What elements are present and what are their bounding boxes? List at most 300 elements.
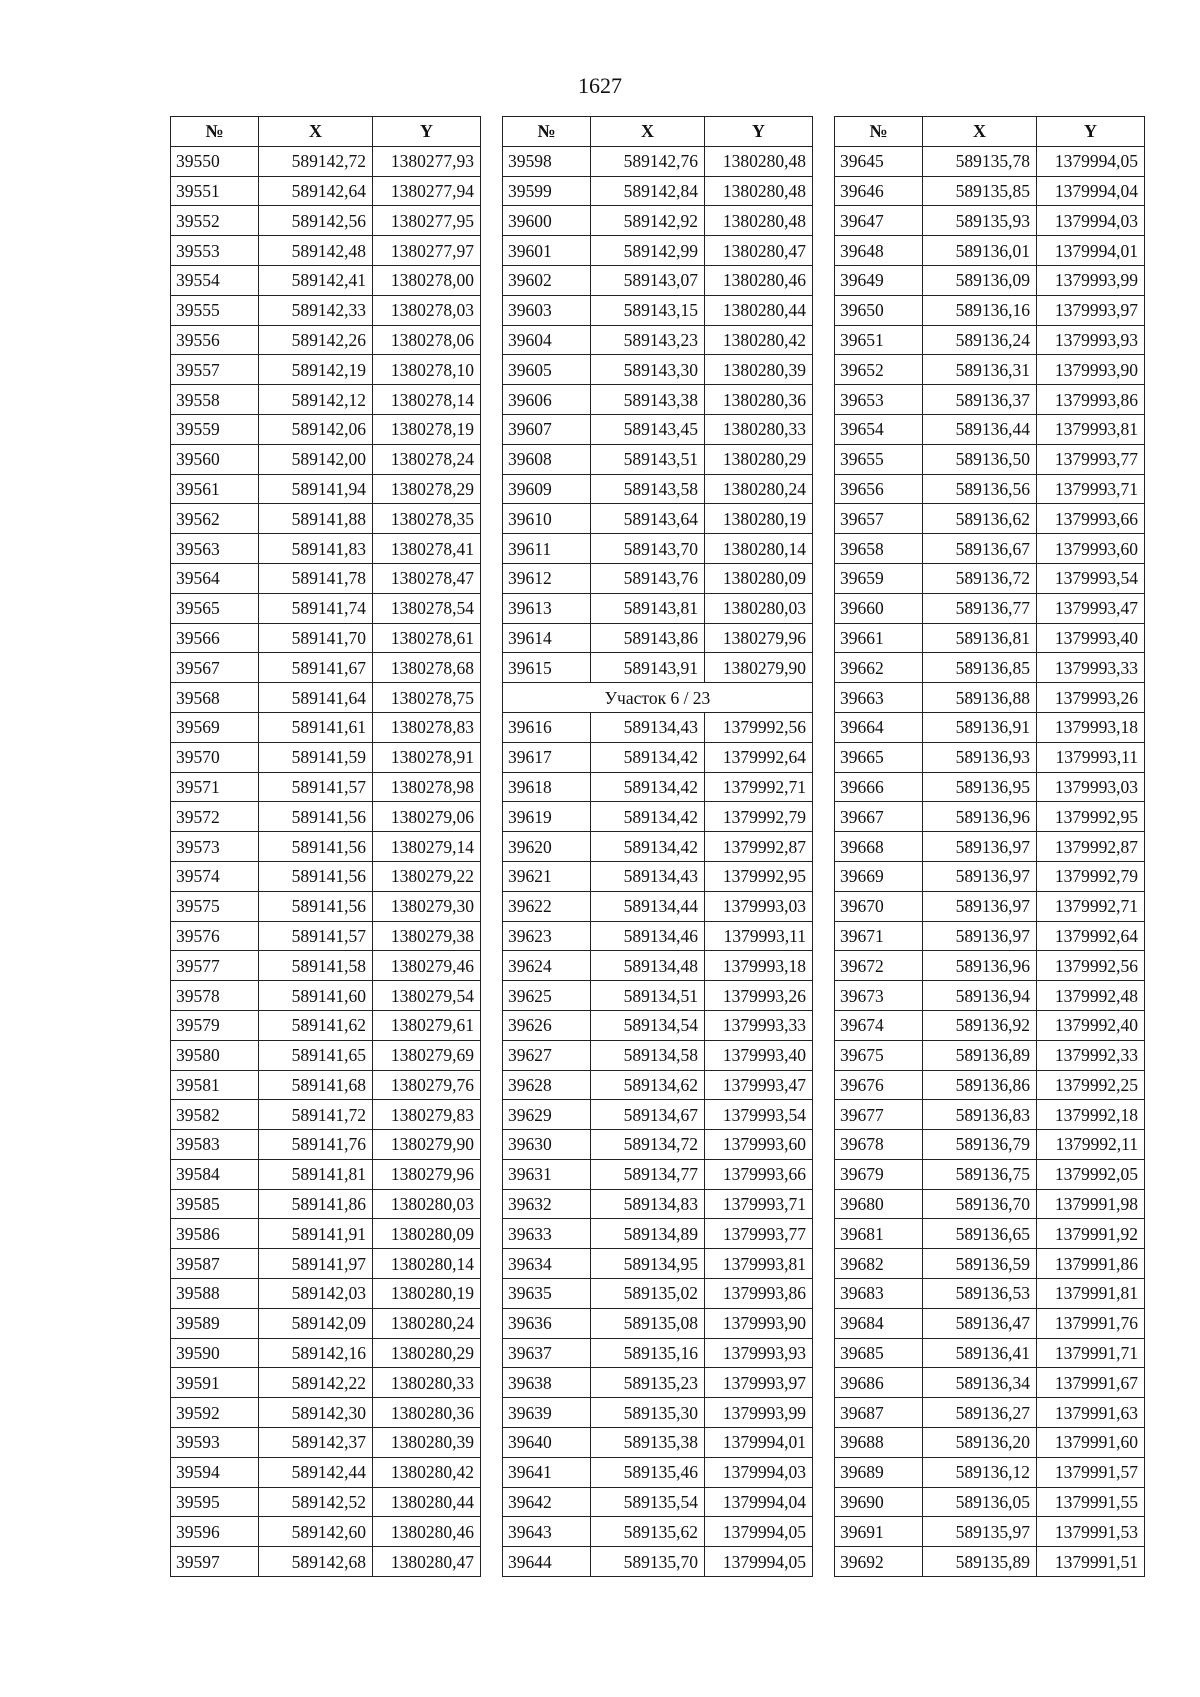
table-row — [835, 712, 1145, 742]
y-coordinate-cell: 1379993,03 — [1037, 772, 1145, 802]
point-number-cell: 39616 — [503, 712, 591, 742]
x-coordinate-cell: 589143,23 — [591, 325, 705, 355]
table-row — [835, 1100, 1145, 1130]
y-coordinate-cell: 1379993,40 — [705, 1040, 813, 1070]
x-coordinate-cell: 589142,16 — [259, 1338, 373, 1368]
table-row — [503, 742, 813, 772]
x-coordinate-cell: 589136,97 — [923, 921, 1037, 951]
point-number-cell: 39691 — [835, 1517, 923, 1547]
table-row — [835, 891, 1145, 921]
point-number-cell: 39607 — [503, 414, 591, 444]
table-row — [171, 1040, 481, 1070]
y-coordinate-cell: 1380280,48 — [705, 206, 813, 236]
point-number-cell: 39681 — [835, 1219, 923, 1249]
table-row — [503, 1219, 813, 1249]
header-y: Y — [1037, 117, 1145, 147]
x-coordinate-cell: 589136,93 — [923, 742, 1037, 772]
x-coordinate-cell: 589142,00 — [259, 444, 373, 474]
x-coordinate-cell: 589142,06 — [259, 414, 373, 444]
x-coordinate-cell: 589142,26 — [259, 325, 373, 355]
table-row — [171, 1368, 481, 1398]
y-coordinate-cell: 1379991,71 — [1037, 1338, 1145, 1368]
table-row — [835, 683, 1145, 713]
y-coordinate-cell: 1379993,93 — [705, 1338, 813, 1368]
y-coordinate-cell: 1380280,47 — [373, 1547, 481, 1577]
table-row — [171, 1457, 481, 1487]
y-coordinate-cell: 1380277,97 — [373, 236, 481, 266]
point-number-cell: 39602 — [503, 265, 591, 295]
table-row — [171, 1308, 481, 1338]
y-coordinate-cell: 1379994,04 — [1037, 176, 1145, 206]
table-row — [835, 1487, 1145, 1517]
x-coordinate-cell: 589141,91 — [259, 1219, 373, 1249]
header-number: № — [503, 117, 591, 147]
header-x: X — [923, 117, 1037, 147]
y-coordinate-cell: 1380279,46 — [373, 951, 481, 981]
y-coordinate-cell: 1379992,11 — [1037, 1130, 1145, 1160]
point-number-cell: 39618 — [503, 772, 591, 802]
x-coordinate-cell: 589136,44 — [923, 414, 1037, 444]
page-number: 1627 — [578, 73, 622, 98]
point-number-cell: 39669 — [835, 861, 923, 891]
y-coordinate-cell: 1380278,24 — [373, 444, 481, 474]
point-number-cell: 39678 — [835, 1130, 923, 1160]
point-number-cell: 39649 — [835, 265, 923, 295]
table-row — [503, 295, 813, 325]
table-row — [171, 802, 481, 832]
table-row — [503, 176, 813, 206]
y-coordinate-cell: 1379992,56 — [1037, 951, 1145, 981]
y-coordinate-cell: 1379993,54 — [1037, 563, 1145, 593]
table-row — [503, 1010, 813, 1040]
point-number-cell: 39648 — [835, 236, 923, 266]
table-row — [503, 1070, 813, 1100]
x-coordinate-cell: 589136,89 — [923, 1040, 1037, 1070]
table-row — [835, 295, 1145, 325]
table-row — [503, 563, 813, 593]
y-coordinate-cell: 1379994,01 — [1037, 236, 1145, 266]
point-number-cell: 39639 — [503, 1398, 591, 1428]
point-number-cell: 39551 — [171, 176, 259, 206]
table-row — [503, 1547, 813, 1577]
table-row — [835, 1159, 1145, 1189]
y-coordinate-cell: 1379993,11 — [1037, 742, 1145, 772]
point-number-cell: 39610 — [503, 504, 591, 534]
x-coordinate-cell: 589141,65 — [259, 1040, 373, 1070]
point-number-cell: 39565 — [171, 593, 259, 623]
x-coordinate-cell: 589136,72 — [923, 563, 1037, 593]
x-coordinate-cell: 589136,79 — [923, 1130, 1037, 1160]
y-coordinate-cell: 1380280,48 — [705, 176, 813, 206]
y-coordinate-cell: 1380280,19 — [705, 504, 813, 534]
point-number-cell: 39612 — [503, 563, 591, 593]
x-coordinate-cell: 589143,58 — [591, 474, 705, 504]
x-coordinate-cell: 589134,42 — [591, 832, 705, 862]
point-number-cell: 39560 — [171, 444, 259, 474]
point-number-cell: 39583 — [171, 1130, 259, 1160]
y-coordinate-cell: 1379993,81 — [705, 1249, 813, 1279]
x-coordinate-cell: 589135,08 — [591, 1308, 705, 1338]
y-coordinate-cell: 1379993,77 — [1037, 444, 1145, 474]
x-coordinate-cell: 589142,33 — [259, 295, 373, 325]
table-row — [835, 1130, 1145, 1160]
point-number-cell: 39675 — [835, 1040, 923, 1070]
x-coordinate-cell: 589142,22 — [259, 1368, 373, 1398]
x-coordinate-cell: 589141,81 — [259, 1159, 373, 1189]
x-coordinate-cell: 589143,30 — [591, 355, 705, 385]
point-number-cell: 39608 — [503, 444, 591, 474]
x-coordinate-cell: 589136,97 — [923, 832, 1037, 862]
table-row — [171, 1249, 481, 1279]
x-coordinate-cell: 589143,07 — [591, 265, 705, 295]
y-coordinate-cell: 1379992,64 — [1037, 921, 1145, 951]
y-coordinate-cell: 1380277,94 — [373, 176, 481, 206]
y-coordinate-cell: 1379993,97 — [1037, 295, 1145, 325]
table-row — [171, 1487, 481, 1517]
table-row — [835, 951, 1145, 981]
point-number-cell: 39601 — [503, 236, 591, 266]
table-row — [171, 623, 481, 653]
table-row — [835, 176, 1145, 206]
coordinates-table-2 — [502, 116, 813, 1577]
table-row — [503, 1457, 813, 1487]
y-coordinate-cell: 1379991,57 — [1037, 1457, 1145, 1487]
table-row — [503, 1189, 813, 1219]
table-row — [503, 1487, 813, 1517]
point-number-cell: 39637 — [503, 1338, 591, 1368]
point-number-cell: 39580 — [171, 1040, 259, 1070]
point-number-cell: 39588 — [171, 1279, 259, 1309]
x-coordinate-cell: 589142,44 — [259, 1457, 373, 1487]
y-coordinate-cell: 1379993,03 — [705, 891, 813, 921]
point-number-cell: 39599 — [503, 176, 591, 206]
point-number-cell: 39692 — [835, 1547, 923, 1577]
table-row — [171, 593, 481, 623]
y-coordinate-cell: 1379994,05 — [705, 1517, 813, 1547]
point-number-cell: 39575 — [171, 891, 259, 921]
point-number-cell: 39566 — [171, 623, 259, 653]
point-number-cell: 39559 — [171, 414, 259, 444]
table-row — [503, 1517, 813, 1547]
point-number-cell: 39677 — [835, 1100, 923, 1130]
y-coordinate-cell: 1379994,05 — [1037, 146, 1145, 176]
y-coordinate-cell: 1380278,61 — [373, 623, 481, 653]
table-row — [835, 1368, 1145, 1398]
table-row — [835, 414, 1145, 444]
y-coordinate-cell: 1380280,47 — [705, 236, 813, 266]
y-coordinate-cell: 1379991,63 — [1037, 1398, 1145, 1428]
point-number-cell: 39574 — [171, 861, 259, 891]
x-coordinate-cell: 589134,83 — [591, 1189, 705, 1219]
x-coordinate-cell: 589136,20 — [923, 1428, 1037, 1458]
x-coordinate-cell: 589134,51 — [591, 981, 705, 1011]
table-row — [835, 1338, 1145, 1368]
x-coordinate-cell: 589136,37 — [923, 385, 1037, 415]
y-coordinate-cell: 1380280,03 — [705, 593, 813, 623]
point-number-cell: 39647 — [835, 206, 923, 236]
y-coordinate-cell: 1380279,96 — [705, 623, 813, 653]
table-row — [835, 1249, 1145, 1279]
point-number-cell: 39672 — [835, 951, 923, 981]
point-number-cell: 39597 — [171, 1547, 259, 1577]
x-coordinate-cell: 589136,34 — [923, 1368, 1037, 1398]
x-coordinate-cell: 589136,67 — [923, 534, 1037, 564]
table-row — [835, 265, 1145, 295]
x-coordinate-cell: 589136,91 — [923, 712, 1037, 742]
table-row — [835, 1547, 1145, 1577]
y-coordinate-cell: 1380278,06 — [373, 325, 481, 355]
table-row — [503, 146, 813, 176]
point-number-cell: 39598 — [503, 146, 591, 176]
x-coordinate-cell: 589135,78 — [923, 146, 1037, 176]
y-coordinate-cell: 1380279,69 — [373, 1040, 481, 1070]
point-number-cell: 39629 — [503, 1100, 591, 1130]
x-coordinate-cell: 589134,89 — [591, 1219, 705, 1249]
y-coordinate-cell: 1380280,24 — [705, 474, 813, 504]
table-row — [171, 206, 481, 236]
x-coordinate-cell: 589134,43 — [591, 861, 705, 891]
x-coordinate-cell: 589143,86 — [591, 623, 705, 653]
y-coordinate-cell: 1379992,05 — [1037, 1159, 1145, 1189]
table-row — [171, 1398, 481, 1428]
table-row — [503, 385, 813, 415]
point-number-cell: 39584 — [171, 1159, 259, 1189]
y-coordinate-cell: 1380280,46 — [705, 265, 813, 295]
table-row — [835, 1040, 1145, 1070]
x-coordinate-cell: 589136,97 — [923, 861, 1037, 891]
x-coordinate-cell: 589141,78 — [259, 563, 373, 593]
point-number-cell: 39562 — [171, 504, 259, 534]
y-coordinate-cell: 1379993,18 — [705, 951, 813, 981]
table-row — [503, 1040, 813, 1070]
x-coordinate-cell: 589134,77 — [591, 1159, 705, 1189]
y-coordinate-cell: 1380278,03 — [373, 295, 481, 325]
point-number-cell: 39573 — [171, 832, 259, 862]
point-number-cell: 39592 — [171, 1398, 259, 1428]
table-row — [171, 1010, 481, 1040]
point-number-cell: 39632 — [503, 1189, 591, 1219]
table-row — [835, 444, 1145, 474]
y-coordinate-cell: 1380280,29 — [705, 444, 813, 474]
point-number-cell: 39623 — [503, 921, 591, 951]
table-row — [503, 832, 813, 862]
header-number: № — [835, 117, 923, 147]
point-number-cell: 39653 — [835, 385, 923, 415]
table-row — [171, 951, 481, 981]
y-coordinate-cell: 1379994,03 — [1037, 206, 1145, 236]
table-row — [171, 414, 481, 444]
table-row — [835, 1070, 1145, 1100]
x-coordinate-cell: 589142,92 — [591, 206, 705, 236]
x-coordinate-cell: 589134,42 — [591, 772, 705, 802]
point-number-cell: 39655 — [835, 444, 923, 474]
y-coordinate-cell: 1380279,30 — [373, 891, 481, 921]
point-number-cell: 39674 — [835, 1010, 923, 1040]
y-coordinate-cell: 1379993,90 — [1037, 355, 1145, 385]
table-row — [503, 861, 813, 891]
y-coordinate-cell: 1379993,86 — [705, 1279, 813, 1309]
y-coordinate-cell: 1380280,09 — [705, 563, 813, 593]
point-number-cell: 39644 — [503, 1547, 591, 1577]
x-coordinate-cell: 589142,12 — [259, 385, 373, 415]
table-row — [503, 921, 813, 951]
point-number-cell: 39621 — [503, 861, 591, 891]
point-number-cell: 39591 — [171, 1368, 259, 1398]
header-x: X — [259, 117, 373, 147]
table-row — [835, 742, 1145, 772]
table-row — [171, 504, 481, 534]
x-coordinate-cell: 589141,70 — [259, 623, 373, 653]
point-number-cell: 39594 — [171, 1457, 259, 1487]
x-coordinate-cell: 589141,56 — [259, 832, 373, 862]
table-row — [503, 772, 813, 802]
point-number-cell: 39614 — [503, 623, 591, 653]
y-coordinate-cell: 1380277,93 — [373, 146, 481, 176]
y-coordinate-cell: 1379992,71 — [705, 772, 813, 802]
point-number-cell: 39633 — [503, 1219, 591, 1249]
x-coordinate-cell: 589142,56 — [259, 206, 373, 236]
point-number-cell: 39656 — [835, 474, 923, 504]
table-row — [503, 1100, 813, 1130]
table-row — [835, 921, 1145, 951]
x-coordinate-cell: 589135,54 — [591, 1487, 705, 1517]
y-coordinate-cell: 1379993,54 — [705, 1100, 813, 1130]
table-row — [835, 1279, 1145, 1309]
y-coordinate-cell: 1379992,64 — [705, 742, 813, 772]
point-number-cell: 39577 — [171, 951, 259, 981]
x-coordinate-cell: 589136,16 — [923, 295, 1037, 325]
point-number-cell: 39553 — [171, 236, 259, 266]
table-row — [171, 1219, 481, 1249]
y-coordinate-cell: 1380278,00 — [373, 265, 481, 295]
x-coordinate-cell: 589136,24 — [923, 325, 1037, 355]
x-coordinate-cell: 589141,83 — [259, 534, 373, 564]
y-coordinate-cell: 1380280,33 — [705, 414, 813, 444]
y-coordinate-cell: 1379993,11 — [705, 921, 813, 951]
table-row — [171, 1547, 481, 1577]
x-coordinate-cell: 589141,58 — [259, 951, 373, 981]
y-coordinate-cell: 1380280,48 — [705, 146, 813, 176]
point-number-cell: 39571 — [171, 772, 259, 802]
x-coordinate-cell: 589143,70 — [591, 534, 705, 564]
x-coordinate-cell: 589134,44 — [591, 891, 705, 921]
table-row — [171, 742, 481, 772]
x-coordinate-cell: 589136,77 — [923, 593, 1037, 623]
y-coordinate-cell: 1380280,42 — [705, 325, 813, 355]
table-row — [835, 802, 1145, 832]
x-coordinate-cell: 589136,56 — [923, 474, 1037, 504]
y-coordinate-cell: 1380278,68 — [373, 653, 481, 683]
table-row — [503, 593, 813, 623]
table-row — [171, 1130, 481, 1160]
table-row — [503, 1279, 813, 1309]
y-coordinate-cell: 1379993,60 — [1037, 534, 1145, 564]
y-coordinate-cell: 1380278,91 — [373, 742, 481, 772]
x-coordinate-cell: 589135,93 — [923, 206, 1037, 236]
point-number-cell: 39688 — [835, 1428, 923, 1458]
table-row — [835, 355, 1145, 385]
point-number-cell: 39615 — [503, 653, 591, 683]
y-coordinate-cell: 1380279,90 — [373, 1130, 481, 1160]
y-coordinate-cell: 1379993,71 — [1037, 474, 1145, 504]
table-row — [171, 683, 481, 713]
table-header-row — [503, 117, 813, 147]
y-coordinate-cell: 1379992,56 — [705, 712, 813, 742]
table-row — [171, 534, 481, 564]
point-number-cell: 39651 — [835, 325, 923, 355]
x-coordinate-cell: 589134,43 — [591, 712, 705, 742]
point-number-cell: 39630 — [503, 1130, 591, 1160]
x-coordinate-cell: 589134,42 — [591, 742, 705, 772]
point-number-cell: 39658 — [835, 534, 923, 564]
y-coordinate-cell: 1380278,83 — [373, 712, 481, 742]
table-row — [503, 712, 813, 742]
x-coordinate-cell: 589136,09 — [923, 265, 1037, 295]
point-number-cell: 39642 — [503, 1487, 591, 1517]
x-coordinate-cell: 589136,96 — [923, 802, 1037, 832]
point-number-cell: 39657 — [835, 504, 923, 534]
table-row — [835, 534, 1145, 564]
table-row — [503, 1428, 813, 1458]
y-coordinate-cell: 1379993,99 — [1037, 265, 1145, 295]
y-coordinate-cell: 1380279,96 — [373, 1159, 481, 1189]
table-row — [171, 772, 481, 802]
y-coordinate-cell: 1379991,98 — [1037, 1189, 1145, 1219]
x-coordinate-cell: 589136,85 — [923, 653, 1037, 683]
point-number-cell: 39683 — [835, 1279, 923, 1309]
y-coordinate-cell: 1379993,26 — [1037, 683, 1145, 713]
point-number-cell: 39654 — [835, 414, 923, 444]
y-coordinate-cell: 1379993,33 — [1037, 653, 1145, 683]
table-row — [503, 1338, 813, 1368]
table-row — [503, 504, 813, 534]
point-number-cell: 39622 — [503, 891, 591, 921]
point-number-cell: 39558 — [171, 385, 259, 415]
table-row — [835, 1189, 1145, 1219]
point-number-cell: 39624 — [503, 951, 591, 981]
x-coordinate-cell: 589135,38 — [591, 1428, 705, 1458]
y-coordinate-cell: 1379993,66 — [1037, 504, 1145, 534]
table-row — [503, 1398, 813, 1428]
x-coordinate-cell: 589142,72 — [259, 146, 373, 176]
x-coordinate-cell: 589136,01 — [923, 236, 1037, 266]
table-row — [503, 951, 813, 981]
table-row — [171, 236, 481, 266]
x-coordinate-cell: 589136,65 — [923, 1219, 1037, 1249]
x-coordinate-cell: 589135,62 — [591, 1517, 705, 1547]
table-row — [503, 355, 813, 385]
point-number-cell: 39685 — [835, 1338, 923, 1368]
table-row — [171, 1159, 481, 1189]
x-coordinate-cell: 589135,46 — [591, 1457, 705, 1487]
table-row — [171, 355, 481, 385]
table-row — [503, 236, 813, 266]
table-row — [835, 504, 1145, 534]
y-coordinate-cell: 1380280,36 — [373, 1398, 481, 1428]
point-number-cell: 39556 — [171, 325, 259, 355]
y-coordinate-cell: 1379991,60 — [1037, 1428, 1145, 1458]
y-coordinate-cell: 1380280,39 — [373, 1428, 481, 1458]
table-row — [171, 385, 481, 415]
point-number-cell: 39590 — [171, 1338, 259, 1368]
table-row — [171, 981, 481, 1011]
table-row — [503, 1130, 813, 1160]
y-coordinate-cell: 1379992,18 — [1037, 1100, 1145, 1130]
y-coordinate-cell: 1380278,47 — [373, 563, 481, 593]
x-coordinate-cell: 589134,46 — [591, 921, 705, 951]
point-number-cell: 39586 — [171, 1219, 259, 1249]
y-coordinate-cell: 1380279,06 — [373, 802, 481, 832]
